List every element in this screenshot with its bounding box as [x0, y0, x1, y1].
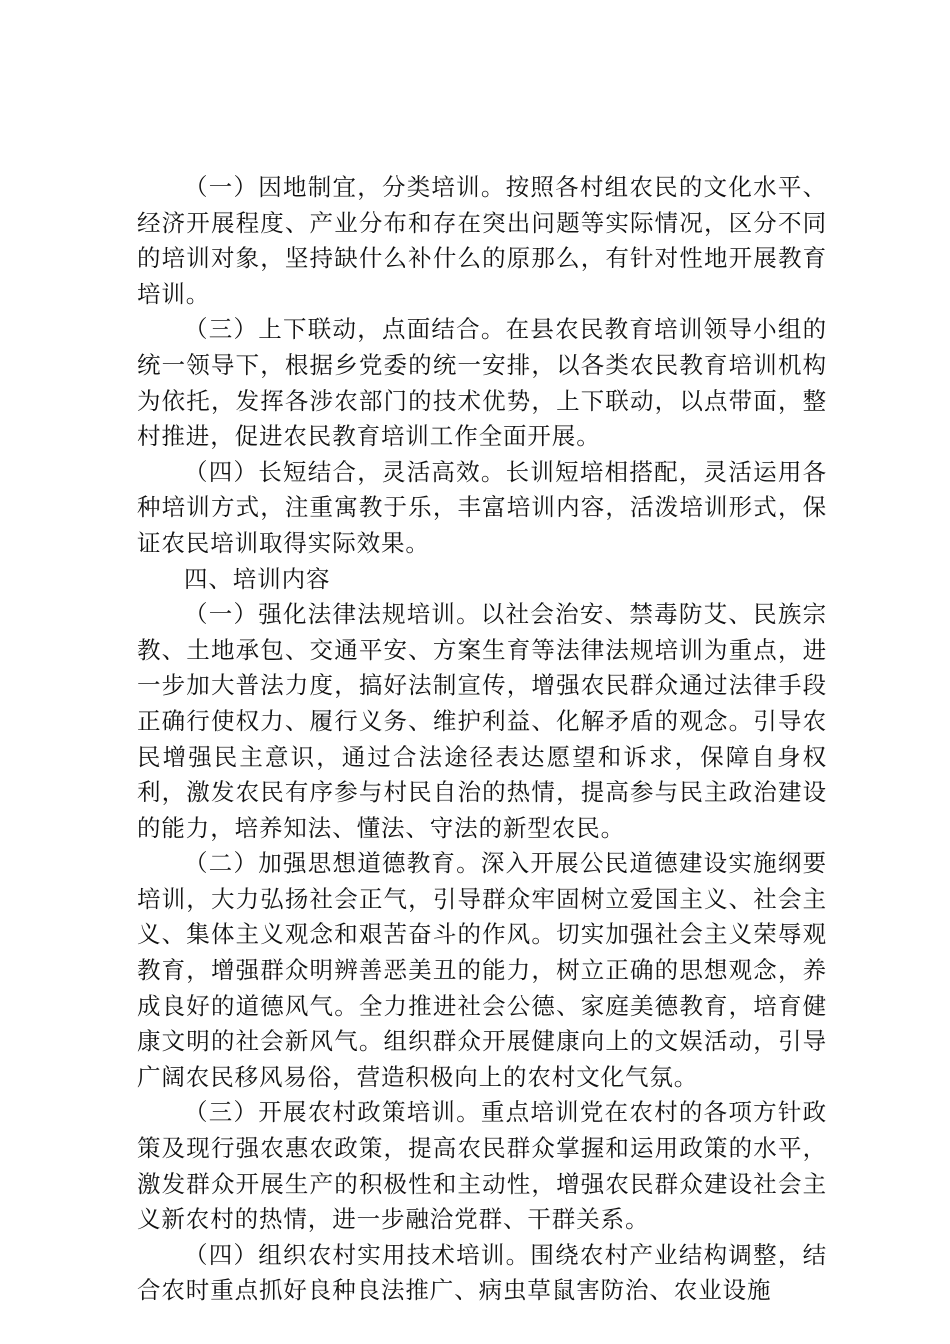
paragraph-content-3: （三）开展农村政策培训。重点培训党在农村的各项方针政策及现行强农惠农政策，提高农民群众掌握和运用政策的水平，激发群众开展生产的积极性和主动性，增强农民群众建设社会主义新农村的热情，进一步融洽党群、干群关系。 — [137, 1098, 827, 1234]
paragraph-principle-3: （三）上下联动，点面结合。在县农民教育培训领导小组的统一领导下，根据乡党委的统一安排，以各类农民教育培训机构为依托，发挥各涉农部门的技术优势，上下联动，以点带面，整村推进，促进农民教育培训工作全面开展。 — [137, 315, 827, 451]
paragraph-content-2: （二）加强思想道德教育。深入开展公民道德建设实施纲要培训，大力弘扬社会正气，引导群众牢固树立爱国主义、社会主义、集体主义观念和艰苦奋斗的作风。切实加强社会主义荣辱观教育，增强群众明辨善恶美丑的能力，树立正确的思想观念，养成良好的道德风气。全力推进社会公德、家庭美德教育，培育健康文明的社会新风气。组织群众开展健康向上的文娱活动，引导广阔农民移风易俗，营造积极向上的农村文化气氛。 — [137, 849, 827, 1091]
paragraph-principle-1: （一）因地制宜，分类培训。按照各村组农民的文化水平、经济开展程度、产业分布和存在突出问题等实际情况，区分不同的培训对象，坚持缺什么补什么的原那么，有针对性地开展教育培训。 — [137, 173, 827, 308]
paragraph-content-1: （一）强化法律法规培训。以社会治安、禁毒防艾、民族宗教、土地承包、交通平安、方案生育等法律法规培训为重点，进一步加大普法力度，搞好法制宣传，增强农民群众通过法律手段正确行使权力、履行义务、维护利益、化解矛盾的观念。引导农民增强民主意识，通过合法途径表达愿望和诉求，保障自身权利，激发农民有序参与村民自治的热情，提高参与民主政治建设的能力，培养知法、懂法、守法的新型农民。 — [137, 600, 827, 842]
paragraph-principle-4: （四）长短结合，灵活高效。长训短培相搭配，灵活运用各种培训方式，注重寓教于乐，丰富培训内容，活泼培训形式，保证农民培训取得实际效果。 — [137, 457, 827, 557]
section-heading: 四、培训内容 — [184, 564, 331, 593]
document-body — [137, 170, 827, 1309]
paragraph-content-4: （四）组织农村实用技术培训。围绕农村产业结构调整，结合农时重点抓好良种良法推广、病虫草鼠害防治、农业设施 — [137, 1240, 827, 1305]
